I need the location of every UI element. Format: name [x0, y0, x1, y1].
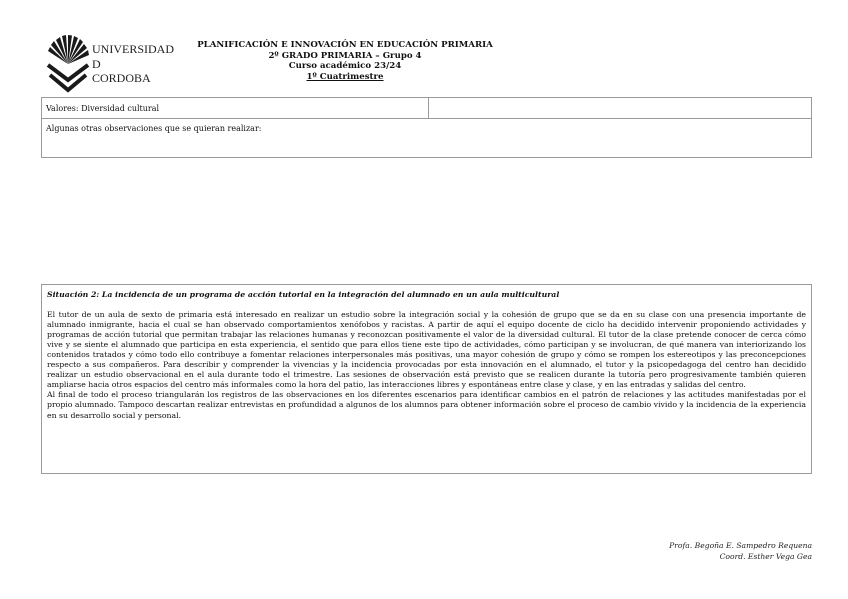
university-emblem-icon: [45, 34, 91, 94]
situation-box: [41, 284, 812, 474]
document-header: [195, 40, 495, 82]
valores-empty-cell: [429, 98, 812, 119]
university-name: [92, 42, 174, 86]
logo-line-2: D: [92, 56, 101, 71]
header-term: 1º Cuatrimestre: [306, 71, 384, 82]
valores-cell: Valores: Diversidad cultural: [42, 98, 429, 119]
document-footer: [669, 540, 812, 562]
valores-row: [42, 98, 812, 119]
situation-paragraph-1: El tutor de un aula de sexto de primaria está interesado en realizar un estudio sobre la integración social y la cohesión de grupo que se da en su clase con una presencia importante de alumnado inmigrante, hacia el cual se han observado comportamientos xenófobos y racistas. A partir de aquí el equipo docente de ciclo ha decidido intervenir proponiendo actividades y programas de acción tutorial que permitan trabajar las relaciones humanas y reconozcan positivamente el valor de la diversidad cultural. El tutor de la clase pretende conocer de cerca cómo vive y se siente el alumnado que participa en esta experiencia, el sentido que para ellos tiene este tipo de actividades, cómo participan y se involucran, de qué manera van interiorizando los contenidos tratados y cómo todo ello contribuye a fomentar relaciones interpersonales más positivas, una mayor cohesión de grupo y cómo se rompen los estereotipos y las preconcepciones respecto a sus compañeros. Para describir y comprender la vivencias y la incidencia provocadas por esta innovación en el alumnado, el tutor y la psicopedagoga del centro han decidido realizar un estudio observacional en el aula durante todo el trimestre. Las sesiones de observación está previsto que se realicen durante la tutoría pero progresivamente también quieren ampliarse hacia otros espacios del centro más informales como la hora del patio, las interacciones libres y espontáneas entre clase y clase, y en las entradas y salidas del centro.: [47, 310, 806, 390]
footer-coordinator: Coord. Esther Vega Gea: [719, 552, 812, 561]
logo-line-3: CORDOBA: [92, 71, 151, 85]
values-table: [41, 97, 812, 158]
logo-line-1: UNIVERSIDAD: [92, 42, 174, 56]
situation-title: Situación 2: La incidencia de un programa de acción tutorial en la integración del alumnado en un aula multicultural: [47, 290, 560, 299]
header-grade: 2º GRADO PRIMARIA – Grupo 4: [268, 50, 422, 61]
header-title: PLANIFICACIÓN E INNOVACIÓN EN EDUCACIÓN PRIMARIA: [197, 40, 493, 50]
header-course: Curso académico 23/24: [288, 61, 402, 71]
situation-paragraph-2: Al final de todo el proceso triangularán los registros de las observaciones en los diferentes escenarios para identificar cambios en el patrón de relaciones y las actitudes manifestadas por el propio alumnado. Tampoco descartan realizar entrevistas en profundidad a algunos de los alumnos para obtener información sobre el proceso de cambio vivido y la incidencia de la experiencia en su desarrollo social y personal.: [47, 390, 806, 420]
observaciones-cell: Algunas otras observaciones que se quieran realizar:: [42, 119, 812, 158]
university-logo: [45, 34, 175, 96]
footer-author: Profa. Begoña E. Sampedro Requena: [669, 541, 812, 550]
observaciones-row: [42, 119, 812, 158]
